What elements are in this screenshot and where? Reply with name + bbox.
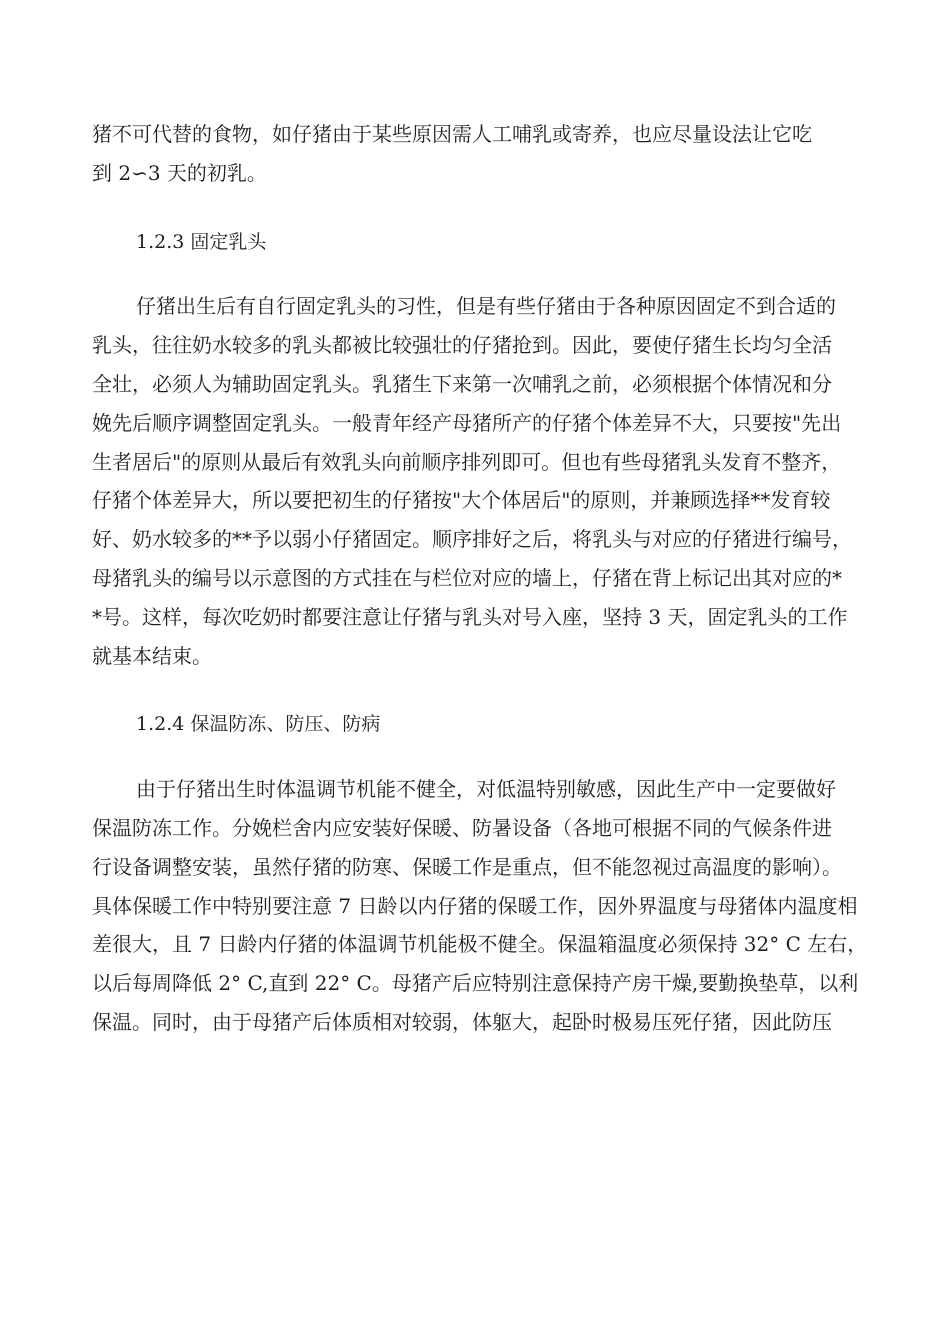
text-line: 乳头，往往奶水较多的乳头都被比较强壮的仔猪抢到。因此，要使仔猪生长均匀全活 (92, 333, 832, 358)
text-line: 到 2∽3 天的初乳。 (92, 160, 267, 185)
text-line: 差很大，且 7 日龄内仔猪的体温调节机能极不健全。保温箱温度必须保持 32° C 左右， (92, 932, 868, 957)
text-line: 全壮，必须人为辅助固定乳头。乳猪生下来第一次哺乳之前，必须根据个体情况和分 (92, 371, 832, 396)
text-line: 仔猪出生后有自行固定乳头的习性，但是有些仔猪由于各种原因固定不到合适的 (136, 294, 836, 319)
section-heading-1-2-3: 1.2.3 固定乳头 (136, 230, 267, 253)
text-line: 就基本结束。 (92, 643, 212, 668)
paragraph-warmth (92, 770, 868, 1042)
paragraph-colostrum (92, 115, 858, 193)
text-line: 生者居后"的原则从最后有效乳头向前顺序排列即可。但也有些母猪乳头发育不整齐， (92, 449, 842, 474)
text-line: 母猪乳头的编号以示意图的方式挂在与栏位对应的墙上，仔猪在背上标记出其对应的* (92, 565, 842, 590)
text-line: 保温。同时，由于母猪产后体质相对较弱，体躯大，起卧时极易压死仔猪，因此防压 (92, 1009, 832, 1034)
text-line: *号。这样，每次吃奶时都要注意让仔猪与乳头对号入座，坚持 3 天，固定乳头的工作 (92, 604, 848, 629)
text-line: 具体保暖工作中特别要注意 7 日龄以内仔猪的保暖工作，因外界温度与母猪体内温度相 (92, 893, 858, 918)
text-line: 由于仔猪出生时体温调节机能不健全，对低温特别敏感，因此生产中一定要做好 (136, 777, 836, 802)
text-line: 娩先后顺序调整固定乳头。一般青年经产母猪所产的仔猪个体差异不大，只要按"先出 (92, 410, 842, 435)
paragraph-fixing-teats (92, 287, 858, 675)
text-line: 好、奶水较多的**予以弱小仔猪固定。顺序排好之后，将乳头与对应的仔猪进行编号， (92, 527, 852, 552)
text-line: 猪不可代替的食物，如仔猪由于某些原因需人工哺乳或寄养，也应尽量设法让它吃 (92, 122, 812, 146)
text-line: 以后每周降低 2° C,直到 22° C。母猪产后应特别注意保持产房干燥,要勤换垫草，以利 (92, 971, 859, 996)
section-heading-1-2-4: 1.2.4 保温防冻、防压、防病 (136, 713, 381, 736)
text-line: 行设备调整安装，虽然仔猪的防寒、保暖工作是重点，但不能忽视过高温度的影响）。 (92, 854, 842, 879)
text-line: 仔猪个体差异大，所以要把初生的仔猪按"大个体居后"的原则，并兼顾选择**发育较 (92, 488, 831, 513)
text-line: 保温防冻工作。分娩栏舍内应安装好保暖、防暑设备（各地可根据不同的气候条件进 (92, 815, 832, 840)
